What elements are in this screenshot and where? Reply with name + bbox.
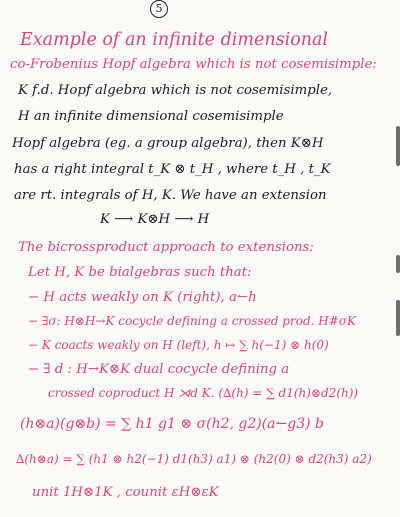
scan-edge-mark bbox=[396, 300, 400, 336]
comultiplication-formula: ∆(h⊗a) = ∑ (h1 ⊗ h2(−1) d1(h3) a1) ⊗ (h2(0) ⊗ d2(h3) a2) bbox=[16, 452, 372, 466]
note-line-8: K ⟶ K⊗H ⟶ H bbox=[100, 212, 210, 227]
note-line-14: − ∃ d : H→K⊗K dual cocycle defining a bbox=[28, 362, 290, 377]
note-line-4: H an infinite dimensional cosemisimple bbox=[18, 109, 284, 124]
note-line-6: has a right integral t_K ⊗ t_H , where t_H , t_K bbox=[14, 162, 331, 177]
note-line-15: crossed coproduct H ⋊d K. (∆(h) = ∑ d1(h)⊗d2(h)) bbox=[48, 386, 359, 400]
note-line-13: − K coacts weakly on H (left), h ↦ ∑ h(−1) ⊗ h(0) bbox=[28, 338, 329, 352]
note-line-1: Example of an infinite dimensional bbox=[20, 30, 329, 50]
note-line-10: Let H, K be bialgebras such that: bbox=[28, 265, 252, 280]
note-line-12: − ∃σ: H⊗H→K cocycle defining a crossed prod. H#σK bbox=[28, 314, 356, 328]
note-line-5: Hopf algebra (eg. a group algebra), then K⊗H bbox=[12, 136, 324, 151]
note-line-3: K f.d. Hopf algebra which is not cosemisimple, bbox=[18, 83, 333, 98]
unit-counit-line: unit 1H⊗1K , counit εH⊗εK bbox=[32, 485, 219, 500]
note-line-11: − H acts weakly on K (right), a↼h bbox=[28, 290, 257, 305]
scan-edge-mark bbox=[396, 126, 400, 166]
scan-edge-mark bbox=[396, 255, 400, 273]
note-line-9: The bicrossproduct approach to extensions: bbox=[18, 240, 314, 255]
note-line-2: co-Frobenius Hopf algebra which is not cosemisimple: bbox=[10, 57, 377, 72]
note-line-7: are rt. integrals of H, K. We have an extension bbox=[14, 188, 327, 203]
multiplication-formula: (h⊗a)(g⊗b) = ∑ h1 g1 ⊗ σ(h2, g2)(a↼g3) b bbox=[20, 416, 325, 432]
page-number: 5 bbox=[150, 0, 168, 18]
